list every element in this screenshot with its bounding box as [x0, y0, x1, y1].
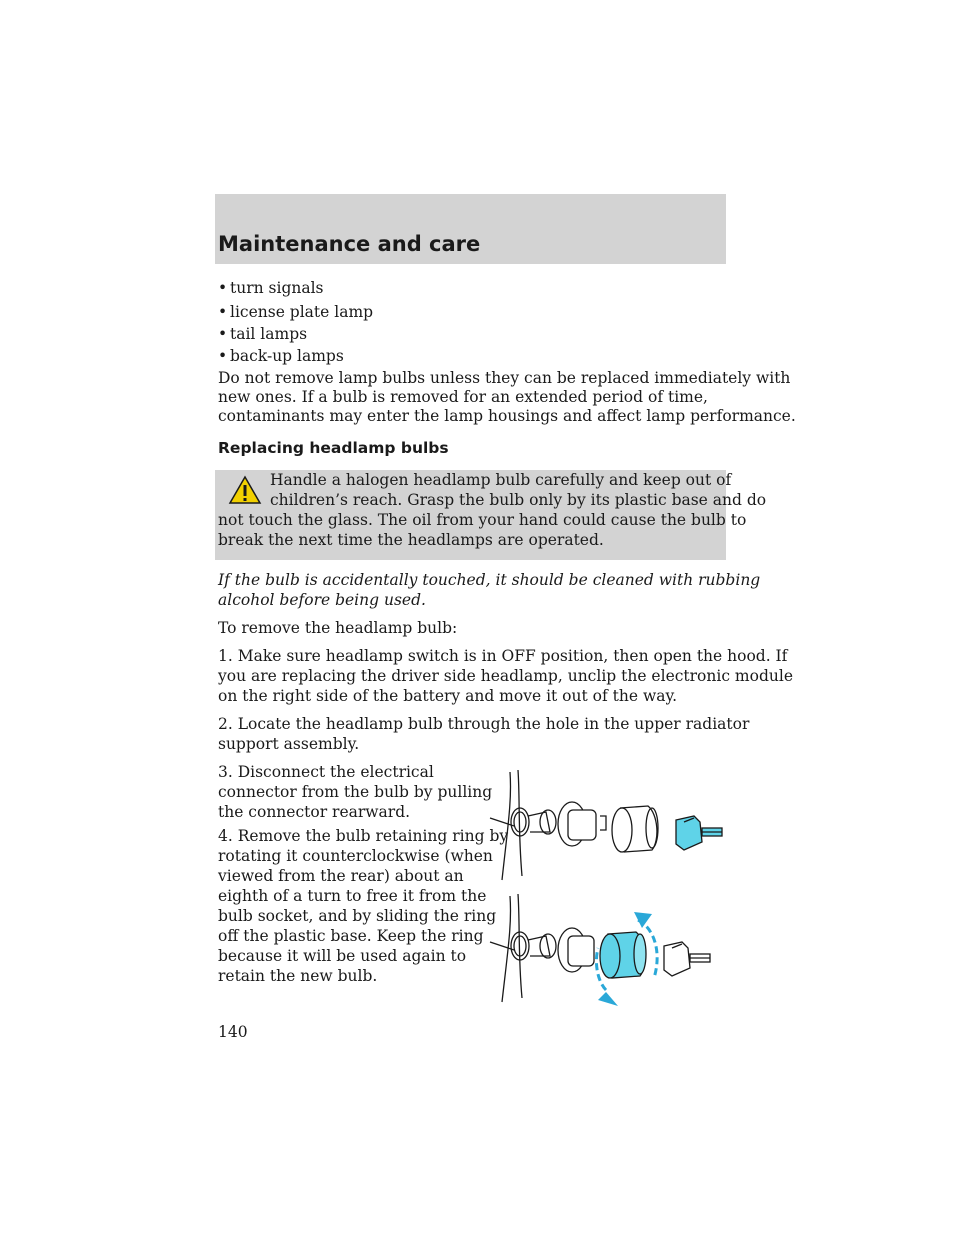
step4-line: viewed from the rear) about an: [218, 867, 464, 885]
intro-line: Do not remove lamp bulbs unless they can be replaced immediately with: [218, 369, 791, 387]
bullet-text: license plate lamp: [230, 303, 374, 321]
step1-line: 1. Make sure headlamp switch is in OFF position, then open the hood. If: [218, 647, 788, 665]
step1-line: on the right side of the battery and move it out of the way.: [218, 687, 678, 705]
step4-line: eighth of a turn to free it from the: [218, 887, 487, 905]
step4-line: off the plastic base. Keep the ring: [218, 927, 484, 945]
step2-line: support assembly.: [218, 735, 360, 753]
bullet-item: [218, 302, 373, 322]
page-number: 140: [218, 1023, 248, 1041]
bullet-item: [218, 324, 307, 344]
warning-line: break the next time the headlamps are operated.: [218, 531, 604, 549]
step1-line: you are replacing the driver side headlamp, unclip the electronic module: [218, 667, 793, 685]
bullet-item: [218, 278, 324, 298]
step2-line: 2. Locate the headlamp bulb through the hole in the upper radiator: [218, 715, 750, 733]
bullet-glyph: •: [218, 347, 228, 365]
step4-line: rotating it counterclockwise (when: [218, 847, 493, 865]
step4-line: bulb socket, and by sliding the ring: [218, 907, 497, 925]
bullet-glyph: •: [218, 279, 228, 297]
bullet-text: back-up lamps: [230, 347, 344, 365]
warning-line: not touch the glass. The oil from your hand could cause the bulb to: [218, 511, 747, 529]
step4-line: retain the new bulb.: [218, 967, 378, 985]
step4-line: 4. Remove the bulb retaining ring by: [218, 827, 509, 845]
connector-removal-figure: [488, 770, 728, 882]
intro-line: contaminants may enter the lamp housings and affect lamp performance.: [218, 407, 796, 425]
section-heading: Replacing headlamp bulbs: [218, 439, 449, 457]
bullet-glyph: •: [218, 303, 228, 321]
bullet-glyph: •: [218, 325, 228, 343]
warning-triangle-icon: [228, 475, 262, 505]
step3-line: the connector rearward.: [218, 803, 411, 821]
warning-line: Handle a halogen headlamp bulb carefully and keep out of: [270, 471, 732, 489]
step3-line: 3. Disconnect the electrical: [218, 763, 434, 781]
section-title: Maintenance and care: [218, 232, 481, 256]
italic-note-line: alcohol before being used.: [218, 591, 426, 609]
bullet-item: [218, 346, 344, 366]
bullet-text: tail lamps: [230, 325, 308, 343]
retaining-ring-figure: [488, 894, 728, 1014]
remove-intro: To remove the headlamp bulb:: [218, 619, 458, 637]
step4-line: because it will be used again to: [218, 947, 467, 965]
warning-line: children’s reach. Grasp the bulb only by its plastic base and do: [270, 491, 767, 509]
step3-line: connector from the bulb by pulling: [218, 783, 493, 801]
italic-note-line: If the bulb is accidentally touched, it should be cleaned with rubbing: [218, 571, 761, 589]
bullet-text: turn signals: [230, 279, 324, 297]
intro-line: new ones. If a bulb is removed for an extended period of time,: [218, 388, 708, 406]
